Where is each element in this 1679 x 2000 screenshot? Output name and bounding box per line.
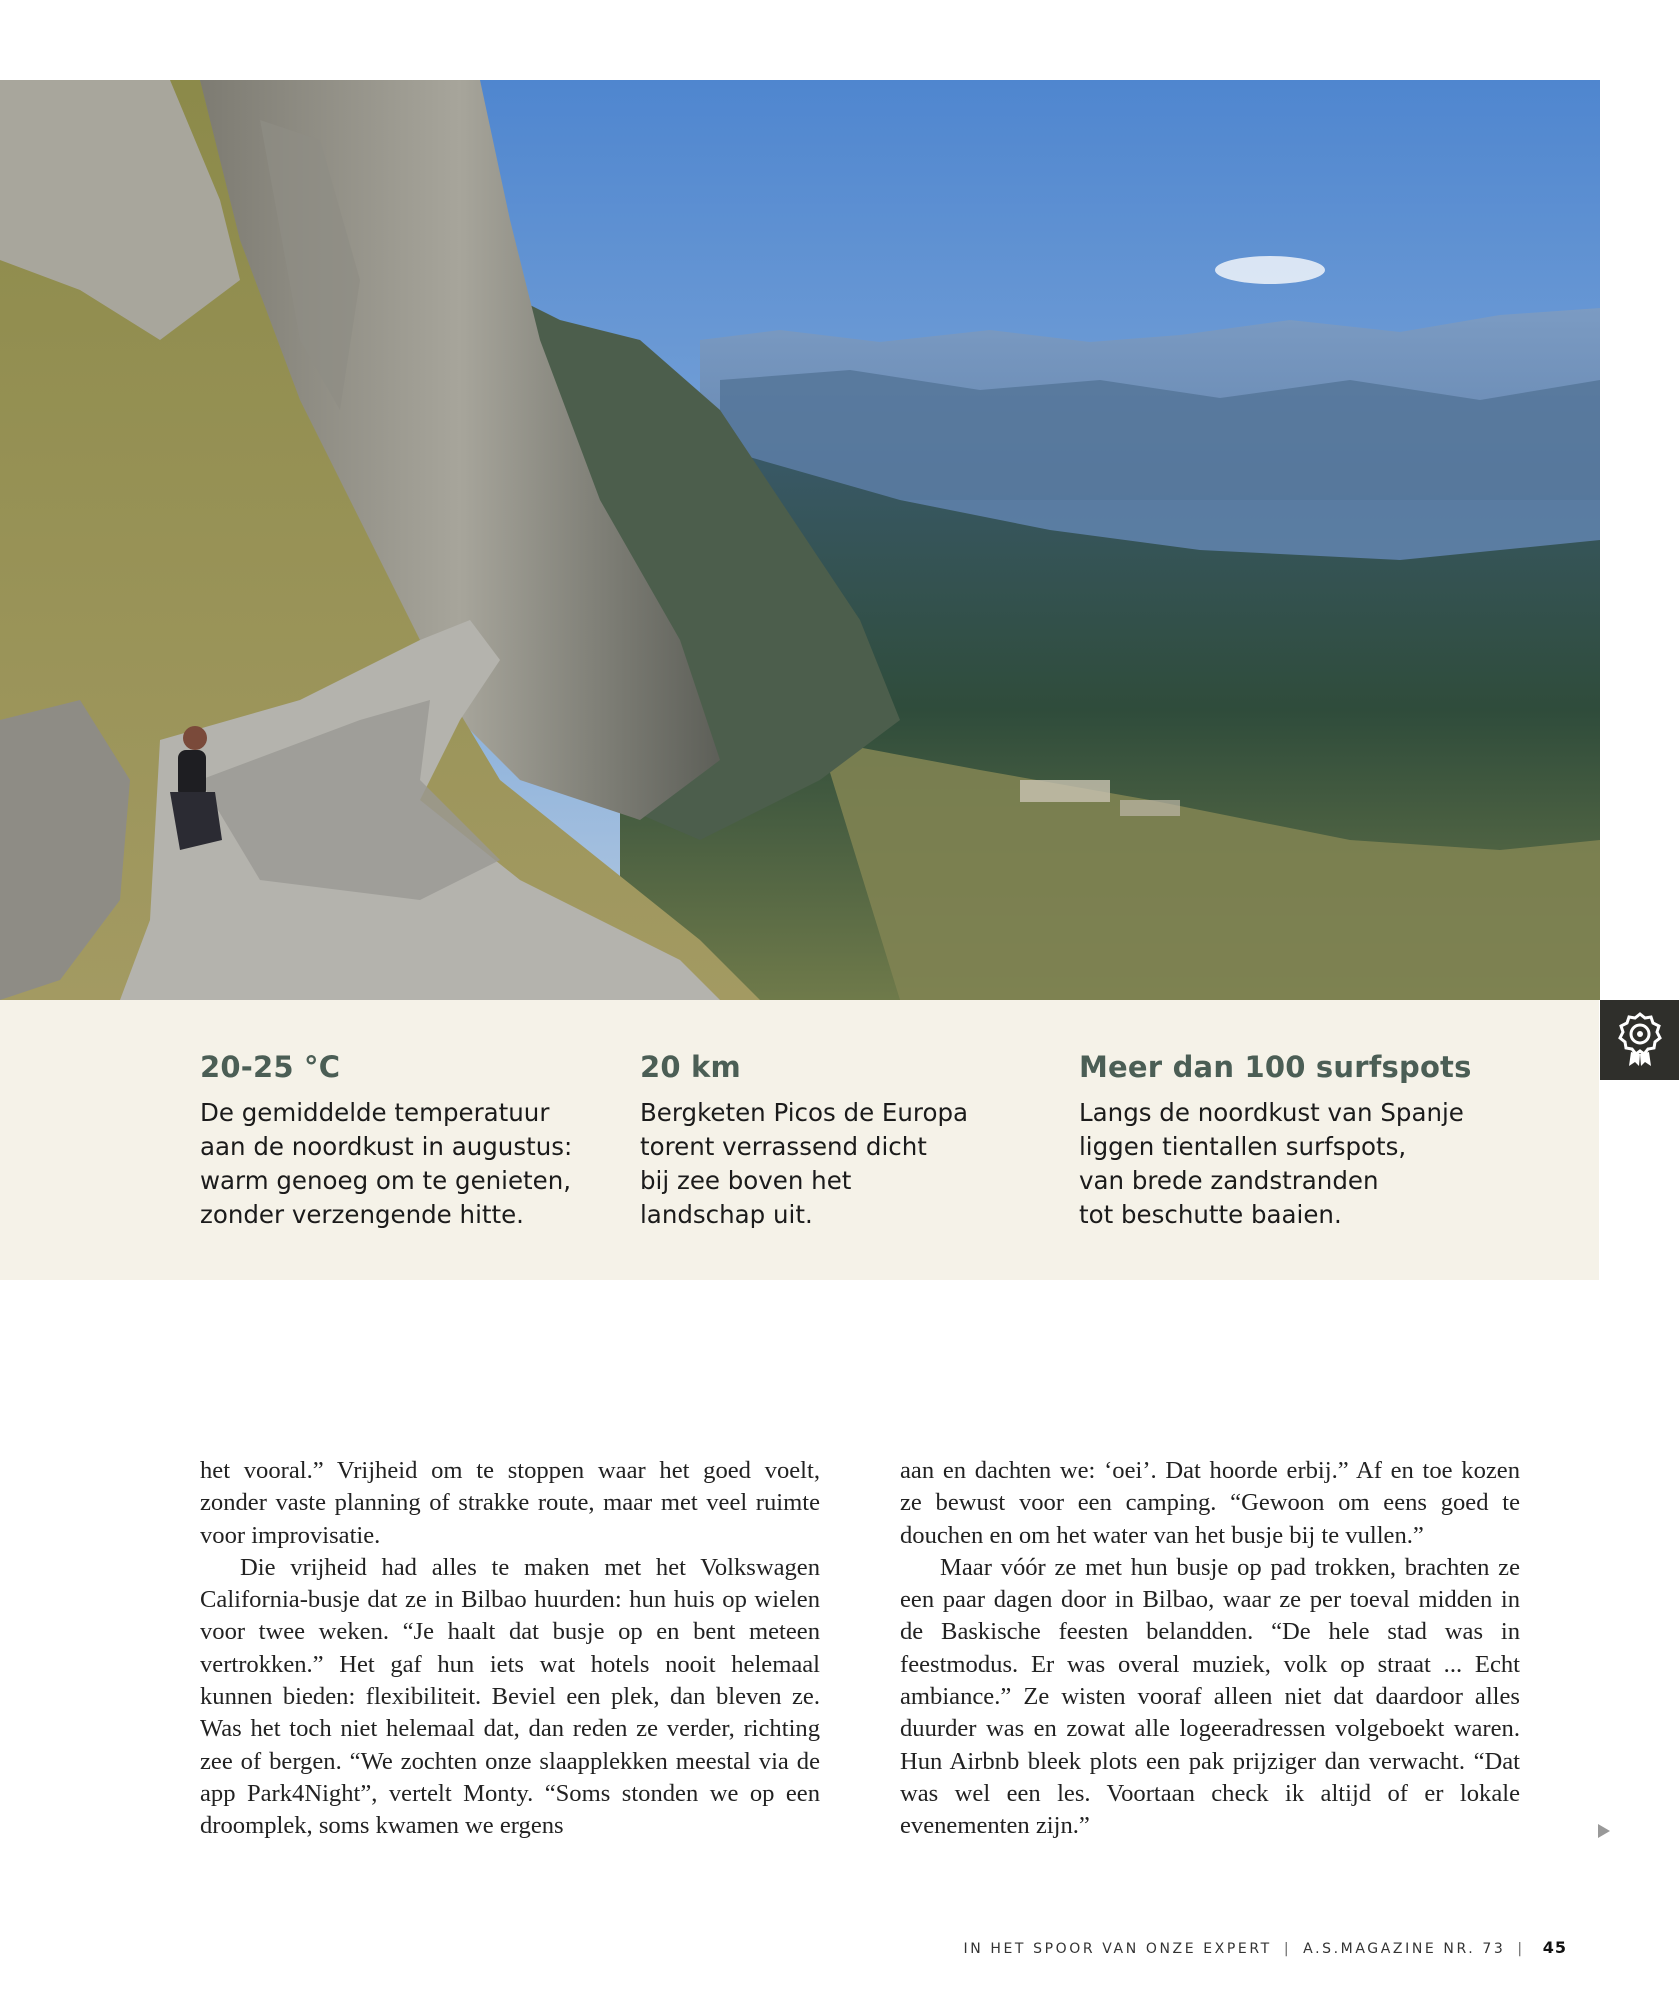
fact-temperature — [200, 1050, 600, 1232]
article-paragraph: Maar vóór ze met hun busje op pad trokken, brachten ze een paar dagen door in Bilbao, waar ze per toeval midden in de Baskische feesten belandden. “De hele stad was in feestmodus. Er was overal muziek, volk op straat ... Echt ambiance.” Ze wisten vooraf alleen niet dat daardoor alles duurder was en zowat alle logeeradressen volgeboekt waren. Hun Airbnb bleek plots een pak prijziger dan verwacht. “Dat was wel een les. Voortaan check ik altijd of er lokale evenementen zijn.” — [900, 1553, 1520, 1840]
page-number: 45 — [1542, 1938, 1567, 1957]
footer-separator: | — [1517, 1941, 1525, 1957]
continue-arrow-icon — [1598, 1824, 1610, 1838]
page-footer — [963, 1938, 1567, 1957]
facts-band — [0, 1000, 1599, 1280]
fact-text: De gemiddelde temperatuur aan de noordkust in augustus: warm genoeg om te genieten, zonder verzengende hitte. — [200, 1098, 573, 1229]
section-badge — [1600, 1000, 1679, 1080]
footer-separator: | — [1283, 1941, 1292, 1957]
article-column-left — [200, 1455, 820, 1843]
fact-surfspots — [1079, 1050, 1519, 1232]
footer-magazine: A.S.MAGAZINE NR. 73 — [1303, 1941, 1506, 1957]
fact-text: Bergketen Picos de Europa torent verrassend dicht bij zee boven het landschap uit. — [640, 1098, 969, 1229]
fact-distance — [640, 1050, 1040, 1232]
hero-photo — [0, 80, 1600, 1000]
fact-title: 20 km — [640, 1050, 741, 1084]
award-ribbon-icon — [1617, 1012, 1663, 1068]
fact-text: Langs de noordkust van Spanje liggen tientallen surfspots, van brede zandstranden tot beschutte baaien. — [1079, 1098, 1464, 1229]
mountain-landscape-photo — [0, 80, 1600, 1000]
footer-section: IN HET SPOOR VAN ONZE EXPERT — [963, 1941, 1272, 1957]
article-paragraph: aan en dachten we: ‘oei’. Dat hoorde erbij.” Af en toe kozen ze bewust voor een camping. “Gewoon om eens goed te douchen en om het water van het busje bij te vullen.” — [900, 1457, 1520, 1549]
article-column-right — [900, 1455, 1520, 1843]
fact-title: 20-25 °C — [200, 1050, 341, 1084]
fact-title: Meer dan 100 surfspots — [1079, 1050, 1472, 1084]
article-paragraph: het vooral.” Vrijheid om te stoppen waar het goed voelt, zonder vaste planning of strakke route, maar met veel ruimte voor improvisatie. — [200, 1457, 820, 1549]
article-paragraph: Die vrijheid had alles te maken met het Volkswagen California-busje dat ze in Bilbao huurden: hun huis op wielen voor twee weken. “Je haalt dat busje op en bent meteen vertrokken.” Het gaf hun iets wat hotels nooit helemaal kunnen bieden: flexibiliteit. Beviel een plek, dan bleven ze. Was het toch niet helemaal dat, dan reden ze verder, richting zee of bergen. “We zochten onze slaapplekken meestal via de app Park4Night”, vertelt Monty. “Soms stonden we op een droomplek, soms kwamen we ergens — [200, 1553, 820, 1840]
